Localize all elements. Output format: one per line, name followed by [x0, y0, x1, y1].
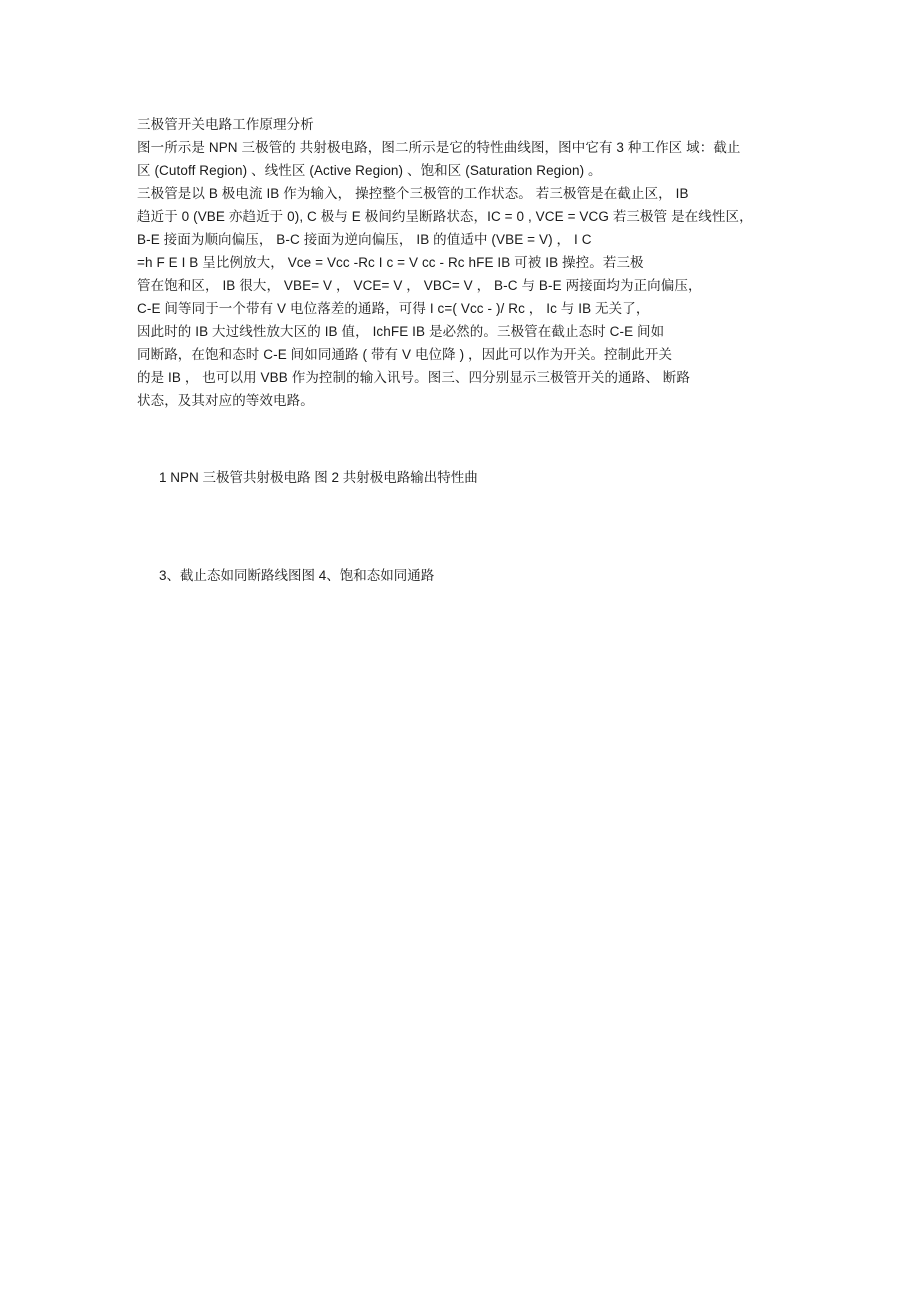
paragraph-line: 管在饱和区， IB 很大， VBE= V ， VCE= V ， VBC= V ， B-C 与 B-E 两接面均为正向偏压， [137, 278, 702, 293]
paragraph-line: C-E 间等同于一个带有 V 电位落差的通路，可得 I c=( Vcc - )/ Rc ， Ic 与 IB 无关了， [137, 301, 650, 316]
paragraph-line: 状态，及其对应的等效电路。 [137, 393, 314, 408]
paragraph-line: 图一所示是 NPN 三极管的 共射极电路，图二所示是它的特性曲线图，图中它有 3 种工作区 域：截止 [137, 140, 741, 155]
document-title: 三极管开关电路工作原理分析 [137, 117, 314, 132]
paragraph-line: 同断路，在饱和态时 C-E 间如同通路 ( 带有 V 电位降 ) ，因此可以作为开关。控制此开关 [137, 347, 673, 362]
paragraph-line: 三极管是以 B 极电流 IB 作为输入， 操控整个三极管的工作状态。 若三极管是在截止区， IB [137, 186, 689, 201]
paragraph-line: 区 (Cutoff Region) 、线性区 (Active Region) 、饱和区 (Saturation Region) 。 [137, 163, 602, 178]
paragraph-line: 因此时的 IB 大过线性放大区的 IB 值， IchFE IB 是必然的。三极管在截止态时 C-E 间如 [137, 324, 665, 339]
document-body [137, 113, 807, 412]
paragraph-line: 的是 IB ， 也可以用 VBB 作为控制的输入讯号。图三、四分别显示三极管开关的通路、 断路 [137, 370, 690, 385]
paragraph-line: 趋近于 0 (VBE 亦趋近于 0), C 极与 E 极间约呈断路状态，IC = 0 , VCE = VCG 若三极管 是在线性区， [137, 209, 753, 224]
paragraph-line: =h F E I B 呈比例放大， Vce = Vcc -Rc I c = V cc - Rc hFE IB 可被 IB 操控。若三极 [137, 255, 644, 270]
paragraph-line: B-E 接面为顺向偏压， B-C 接面为逆向偏压， IB 的值适中 (VBE = V) ， I C [137, 232, 592, 247]
figure-caption-3-4: 3、截止态如同断路线图图 4、饱和态如同通路 [159, 568, 435, 583]
figure-caption-1-2: 1 NPN 三极管共射极电路 图 2 共射极电路输出特性曲 [159, 470, 478, 485]
